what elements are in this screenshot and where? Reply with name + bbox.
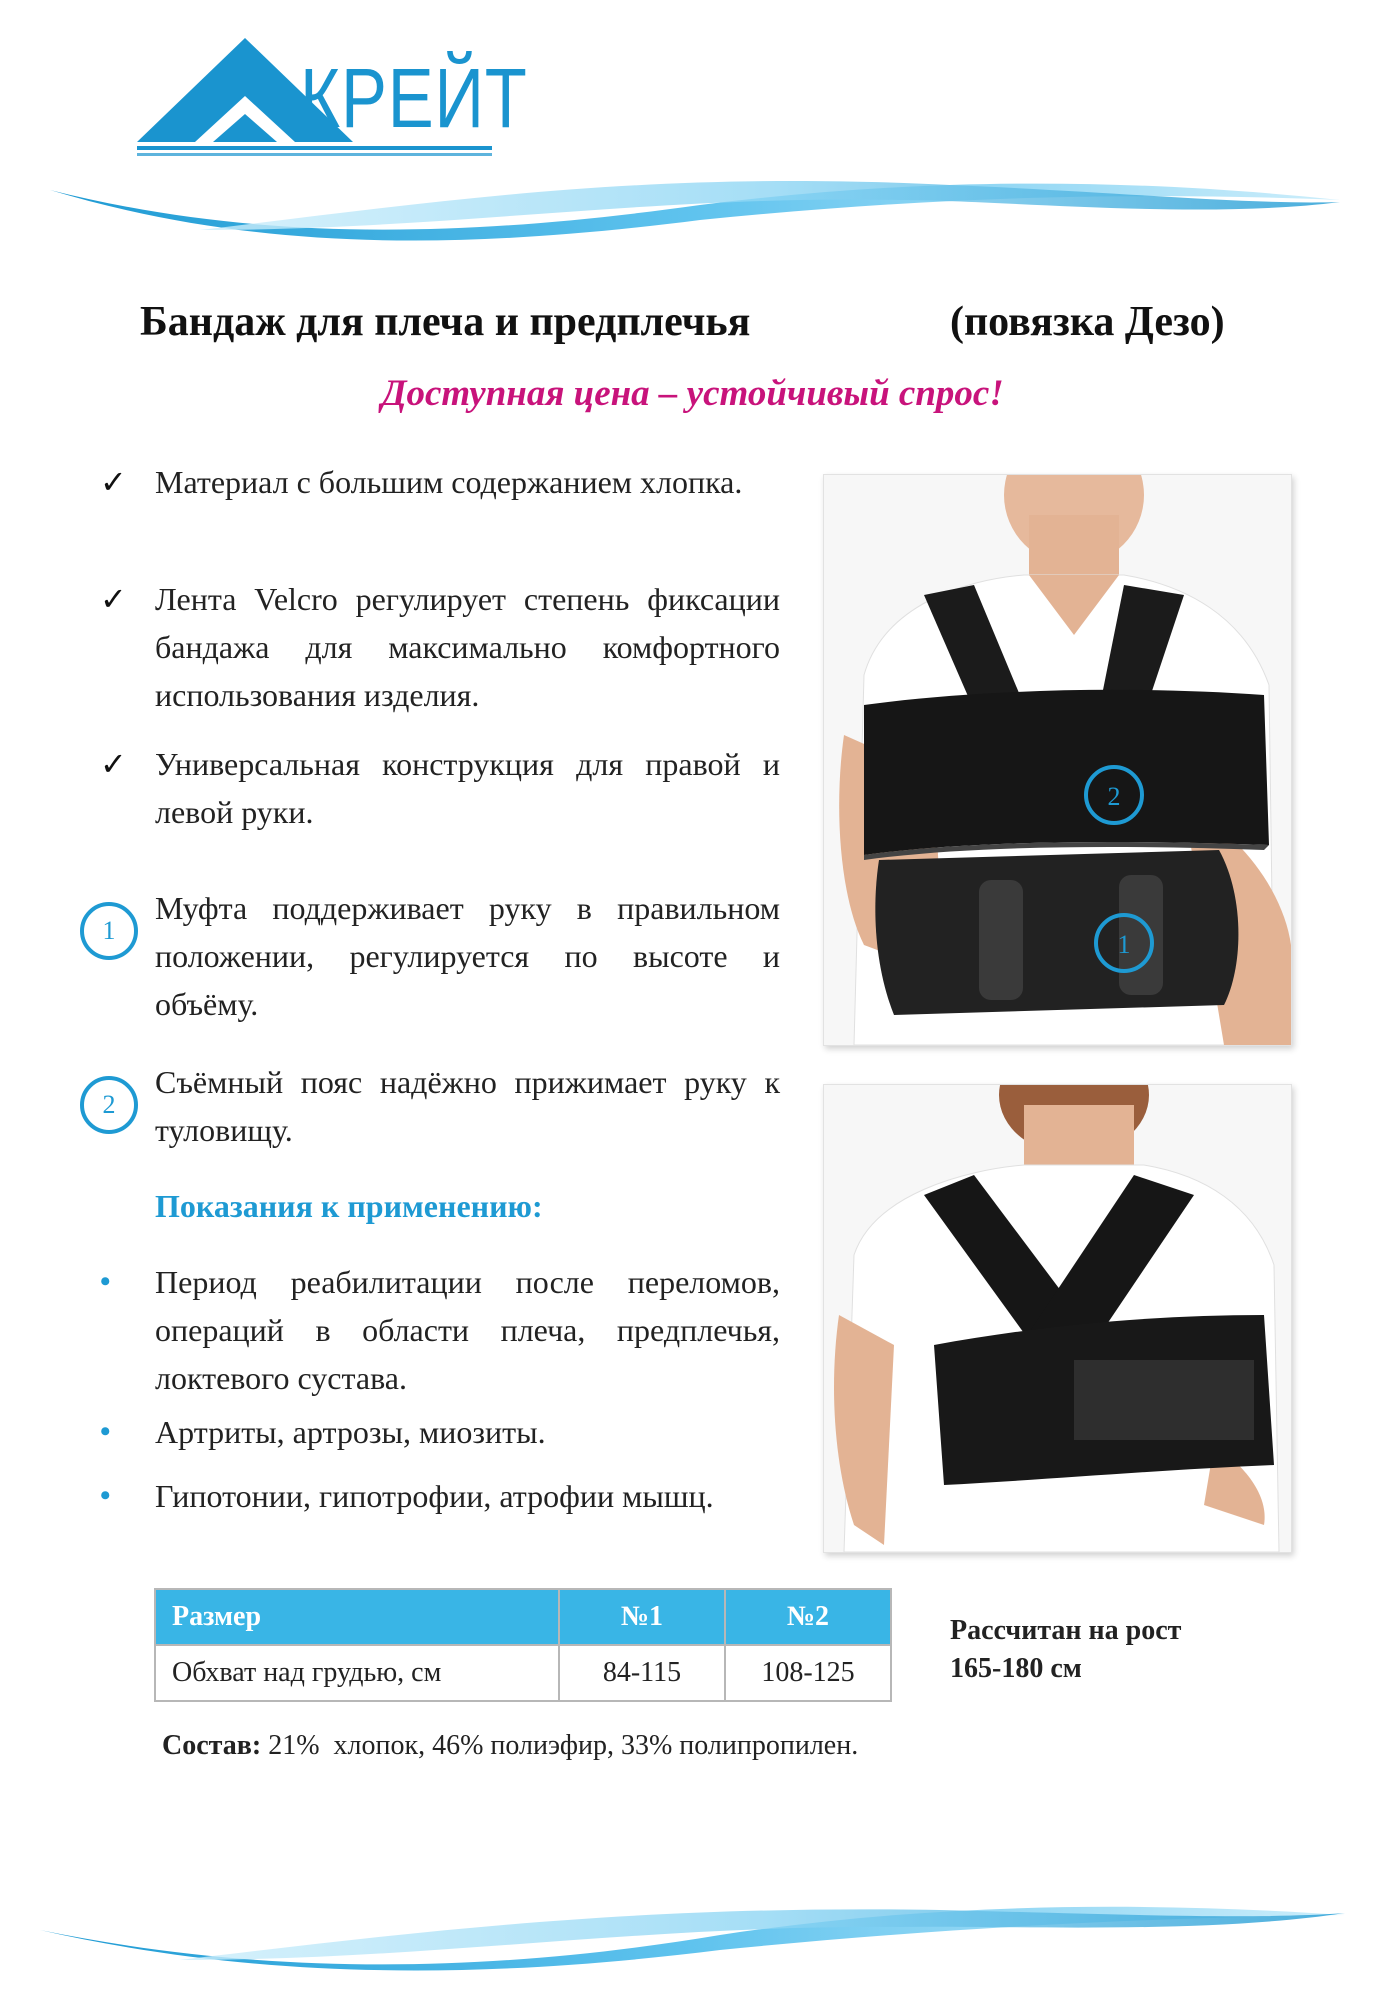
part-description: Муфта поддерживает руку в правильном положении, регулируется по высоте и объёму. — [155, 890, 780, 1022]
size-table — [154, 1588, 892, 1702]
brand-name: КРЕЙТ — [300, 51, 528, 145]
table-row — [155, 1645, 891, 1701]
check-icon: ✓ — [100, 464, 127, 500]
table-header-row — [155, 1589, 891, 1645]
bottom-wave-decoration — [0, 1880, 1385, 1980]
table-cell: 108-125 — [725, 1645, 891, 1701]
back-view-photo — [823, 1084, 1292, 1553]
height-note — [950, 1612, 1181, 1688]
front-view-photo — [823, 474, 1292, 1046]
composition — [162, 1730, 858, 1762]
part-number-badge: 1 — [80, 902, 138, 960]
table-cell: Обхват над грудью, см — [155, 1645, 559, 1701]
check-icon: ✓ — [100, 746, 127, 782]
feature-item: Универсальная конструкция для правой и левой руки. — [155, 746, 780, 830]
title-main: Бандаж для плеча и предплечья — [140, 299, 751, 345]
feature-item: Лента Velcro регулирует степень фиксации бандажа для максимально комфортного использования изделия. — [155, 581, 780, 713]
indications-title: Показания к применению: — [155, 1188, 543, 1224]
height-note-line: Рассчитан на рост — [950, 1615, 1182, 1646]
part-description: Съёмный пояс надёжно прижимает руку к туловищу. — [155, 1064, 780, 1148]
top-wave-decoration — [0, 160, 1385, 260]
feature-item: Материал с большим содержанием хлопка. — [155, 464, 743, 500]
photo-marker-1: 1 — [1117, 930, 1131, 959]
composition-label: Состав: — [162, 1730, 262, 1761]
height-note-line: 165-180 см — [950, 1653, 1082, 1684]
indication-item: Период реабилитации после переломов, операций в области плеча, предплечья, локтевого сустава. — [155, 1264, 780, 1396]
indication-item: Гипотонии, гипотрофии, атрофии мышц. — [155, 1478, 714, 1514]
bullet-icon: • — [100, 1479, 111, 1512]
table-header-cell: Размер — [155, 1589, 559, 1645]
table-cell: 84-115 — [559, 1645, 725, 1701]
bullet-icon: • — [100, 1415, 111, 1448]
table-header-cell: №1 — [559, 1589, 725, 1645]
check-icon: ✓ — [100, 581, 127, 617]
photo-marker-2: 2 — [1107, 782, 1121, 811]
part-number-badge: 2 — [80, 1076, 138, 1134]
indication-item: Артриты, артрозы, миозиты. — [155, 1414, 546, 1450]
title-subtitle: (повязка Дезо) — [950, 299, 1225, 345]
composition-text: 21% хлопок, 46% полиэфир, 33% полипропилен. — [261, 1730, 859, 1761]
bullet-icon: • — [100, 1265, 111, 1298]
table-header-cell: №2 — [725, 1589, 891, 1645]
slogan: Доступная цена – устойчивый спрос! — [381, 373, 1004, 414]
